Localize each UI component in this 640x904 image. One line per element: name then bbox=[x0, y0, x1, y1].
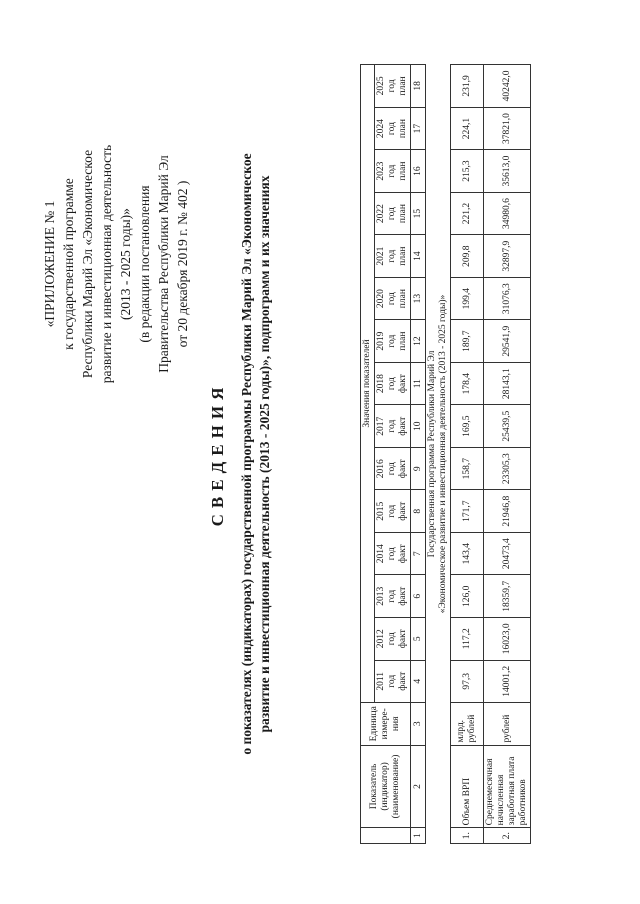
header-year-year: 2019 bbox=[376, 331, 386, 351]
header-year bbox=[375, 575, 411, 618]
column-number: 1 bbox=[411, 828, 426, 844]
row-value: 37821,0 bbox=[484, 107, 531, 150]
header-year-status: факт bbox=[398, 374, 408, 394]
header-year-kind: год bbox=[387, 547, 397, 561]
header-year-status: план bbox=[398, 289, 408, 309]
program-line-1: Государственная программа Республики Марий Эл bbox=[427, 350, 437, 558]
header-year-status: план bbox=[398, 204, 408, 224]
header-year bbox=[375, 65, 411, 108]
header-year-year: 2022 bbox=[376, 204, 386, 224]
column-numbers-row bbox=[411, 65, 426, 844]
header-year-kind: год bbox=[387, 419, 397, 433]
row-indicator-name: Объем ВРП bbox=[451, 745, 484, 828]
row-value: 35613,0 bbox=[484, 150, 531, 193]
header-year-kind: год bbox=[387, 334, 397, 348]
header-year-kind: год bbox=[387, 589, 397, 603]
row-value: 224,1 bbox=[451, 107, 484, 150]
header-year-status: факт bbox=[398, 416, 408, 436]
header-year-status: факт bbox=[398, 544, 408, 564]
title-line-2: развитие и инвестиционная деятельность (2013 - 2025 годы)», подпрограмм и их значениях bbox=[257, 175, 272, 733]
header-year-kind: год bbox=[387, 249, 397, 263]
row-value: 189,7 bbox=[451, 320, 484, 363]
header-year-status: план bbox=[398, 331, 408, 351]
row-value: 16023,0 bbox=[484, 618, 531, 661]
row-value: 143,4 bbox=[451, 532, 484, 575]
row-value: 117,2 bbox=[451, 618, 484, 661]
header-values-group: Значения показателей bbox=[361, 65, 375, 703]
header-year-status: план bbox=[398, 246, 408, 266]
header-year bbox=[375, 320, 411, 363]
column-number: 7 bbox=[411, 532, 426, 575]
header-year bbox=[375, 277, 411, 320]
row-value: 221,2 bbox=[451, 192, 484, 235]
appendix-line: «ПРИЛОЖЕНИЕ № 1 bbox=[42, 200, 57, 328]
header-year bbox=[375, 107, 411, 150]
row-unit: рублей bbox=[484, 703, 531, 746]
header-year bbox=[375, 192, 411, 235]
header-year bbox=[375, 150, 411, 193]
column-number: 15 bbox=[411, 192, 426, 235]
row-value: 40242,0 bbox=[484, 65, 531, 108]
row-value: 158,7 bbox=[451, 447, 484, 490]
row-unit: млрд. рублей bbox=[451, 703, 484, 746]
header-year-year: 2011 bbox=[376, 671, 386, 691]
indicators-table bbox=[360, 64, 531, 844]
header-year-kind: год bbox=[387, 377, 397, 391]
header-indicator: Показатель (индикатор) (наименование) bbox=[361, 745, 411, 828]
header-year-year: 2025 bbox=[376, 76, 386, 96]
row-value: 34980,6 bbox=[484, 192, 531, 235]
row-value: 97,3 bbox=[451, 660, 484, 703]
appendix-line: Республики Марий Эл «Экономическое bbox=[80, 149, 95, 379]
row-value: 215,3 bbox=[451, 150, 484, 193]
table-row bbox=[484, 65, 531, 844]
header-year bbox=[375, 447, 411, 490]
header-year-kind: год bbox=[387, 462, 397, 476]
column-number: 10 bbox=[411, 405, 426, 448]
column-number: 17 bbox=[411, 107, 426, 150]
row-value: 169,5 bbox=[451, 405, 484, 448]
header-year-year: 2018 bbox=[376, 374, 386, 394]
column-number: 12 bbox=[411, 320, 426, 363]
title-line-1: о показателях (индикаторах) государственной программы Республики Марий Эл «Экономическое bbox=[239, 153, 254, 755]
header-year-status: факт bbox=[398, 501, 408, 521]
header-year-year: 2016 bbox=[376, 459, 386, 479]
program-line-2: «Экономическое развитие и инвестиционная деятельность (2013 - 2025 годы)» bbox=[438, 294, 448, 614]
row-indicator-name: Среднемесячная начисленная заработная плата работников bbox=[484, 745, 531, 828]
appendix-line: (в редакции постановления bbox=[137, 185, 152, 343]
row-value: 199,4 bbox=[451, 277, 484, 320]
row-number: 1. bbox=[451, 828, 484, 844]
row-value: 178,4 bbox=[451, 362, 484, 405]
header-year-status: факт bbox=[398, 586, 408, 606]
header-year-status: план bbox=[398, 119, 408, 139]
header-year-year: 2021 bbox=[376, 246, 386, 266]
column-number: 6 bbox=[411, 575, 426, 618]
header-year-year: 2013 bbox=[376, 586, 386, 606]
header-year-kind: год bbox=[387, 632, 397, 646]
header-year bbox=[375, 235, 411, 278]
header-year-year: 2015 bbox=[376, 501, 386, 521]
column-number: 9 bbox=[411, 447, 426, 490]
column-number: 4 bbox=[411, 660, 426, 703]
header-year-status: план bbox=[398, 161, 408, 181]
column-number: 14 bbox=[411, 235, 426, 278]
appendix-line: от 20 декабря 2019 г. № 402 ) bbox=[175, 180, 190, 348]
row-value: 231,9 bbox=[451, 65, 484, 108]
row-value: 20473,4 bbox=[484, 532, 531, 575]
table-row bbox=[451, 65, 484, 844]
row-value: 14001,2 bbox=[484, 660, 531, 703]
row-value: 209,8 bbox=[451, 235, 484, 278]
row-value: 31076,3 bbox=[484, 277, 531, 320]
header-year-status: план bbox=[398, 76, 408, 96]
row-value: 23305,3 bbox=[484, 447, 531, 490]
title-heading: СВЕДЕНИЯ bbox=[208, 381, 227, 527]
header-year-year: 2020 bbox=[376, 289, 386, 309]
header-year-status: факт bbox=[398, 459, 408, 479]
document-title bbox=[208, 74, 274, 834]
column-number: 2 bbox=[411, 745, 426, 828]
header-year-year: 2024 bbox=[376, 119, 386, 139]
header-year-status: факт bbox=[398, 629, 408, 649]
appendix-line: развитие и инвестиционная деятельность bbox=[99, 144, 114, 384]
header-year bbox=[375, 532, 411, 575]
header-year-kind: год bbox=[387, 504, 397, 518]
data-rows bbox=[451, 65, 531, 844]
header-year bbox=[375, 618, 411, 661]
header-year-year: 2023 bbox=[376, 161, 386, 181]
appendix-line: к государственной программе bbox=[61, 178, 76, 350]
header-year-kind: год bbox=[387, 292, 397, 306]
header-year bbox=[375, 490, 411, 533]
header-year-year: 2014 bbox=[376, 544, 386, 564]
program-caption bbox=[426, 65, 451, 844]
header-year-kind: год bbox=[387, 207, 397, 221]
row-value: 29541,9 bbox=[484, 320, 531, 363]
header-year-kind: год bbox=[387, 164, 397, 178]
row-value: 28143,1 bbox=[484, 362, 531, 405]
row-value: 18359,7 bbox=[484, 575, 531, 618]
appendix-line: (2013 - 2025 годы)» bbox=[118, 208, 133, 320]
header-year bbox=[375, 405, 411, 448]
appendix-block bbox=[40, 54, 192, 474]
column-number: 5 bbox=[411, 618, 426, 661]
column-number: 18 bbox=[411, 65, 426, 108]
header-year-kind: год bbox=[387, 674, 397, 688]
row-value: 21946,8 bbox=[484, 490, 531, 533]
row-value: 171,7 bbox=[451, 490, 484, 533]
header-year bbox=[375, 362, 411, 405]
header-unit: Единица измере-ния bbox=[361, 703, 411, 746]
column-number: 16 bbox=[411, 150, 426, 193]
header-year bbox=[375, 660, 411, 703]
column-number: 11 bbox=[411, 362, 426, 405]
appendix-line: Правительства Республики Марий Эл bbox=[156, 155, 171, 373]
column-number: 8 bbox=[411, 490, 426, 533]
header-year-year: 2017 bbox=[376, 416, 386, 436]
column-number: 3 bbox=[411, 703, 426, 746]
row-number: 2. bbox=[484, 828, 531, 844]
header-year-year: 2012 bbox=[376, 629, 386, 649]
row-value: 32897,9 bbox=[484, 235, 531, 278]
header-year-kind: год bbox=[387, 79, 397, 93]
column-number: 13 bbox=[411, 277, 426, 320]
header-year-kind: год bbox=[387, 122, 397, 136]
row-value: 126,0 bbox=[451, 575, 484, 618]
header-year-status: факт bbox=[398, 671, 408, 691]
header-number bbox=[361, 828, 411, 844]
row-value: 25439,5 bbox=[484, 405, 531, 448]
